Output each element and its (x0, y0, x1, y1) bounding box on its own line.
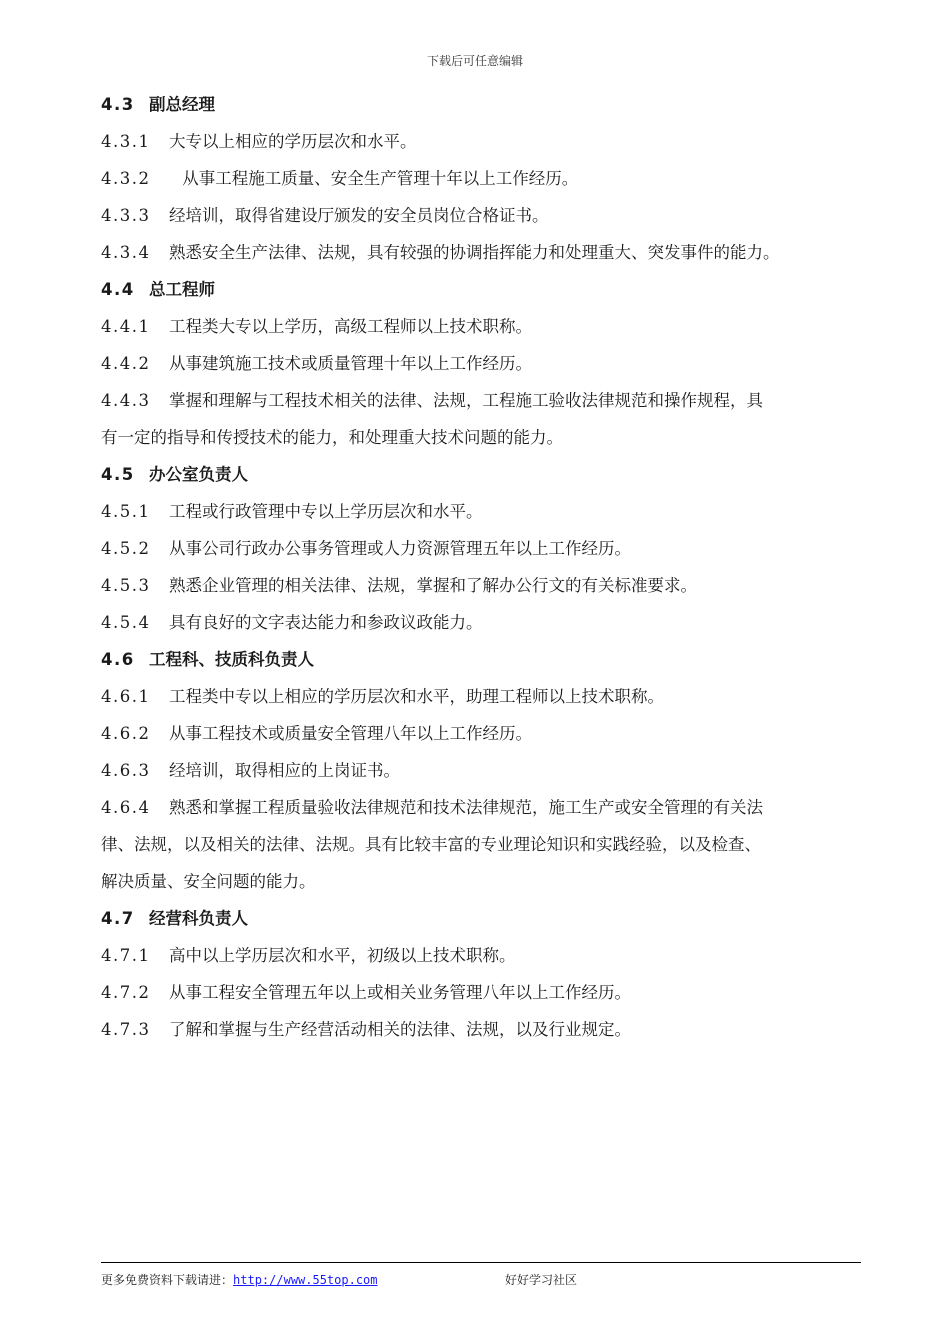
section-number: 4.4 (101, 280, 135, 299)
item-number: 4.3.4 (101, 243, 151, 262)
list-item (101, 1011, 871, 1048)
section-heading-4-5 (101, 456, 871, 493)
list-item (101, 308, 871, 345)
footer-prefix: 更多免费资料下载请进： (101, 1273, 234, 1287)
section-heading-4-6 (101, 641, 871, 678)
item-number: 4.5.1 (101, 502, 151, 521)
item-number: 4.3.1 (101, 132, 151, 151)
item-text: 了解和掌握与生产经营活动相关的法律、法规，以及行业规定。 (169, 1020, 631, 1039)
list-item (101, 974, 871, 1011)
footer-link[interactable]: http://www.55top.com (233, 1273, 378, 1287)
item-number: 4.5.4 (101, 613, 151, 632)
item-text: 大专以上相应的学历层次和水平。 (169, 132, 417, 151)
list-item (101, 493, 871, 530)
item-text: 熟悉企业管理的相关法律、法规，掌握和了解办公行文的有关标准要求。 (169, 576, 697, 595)
item-text: 经培训，取得省建设厅颁发的安全员岗位合格证书。 (169, 206, 549, 225)
item-text: 从事工程施工质量、安全生产管理十年以上工作经历。 (177, 169, 579, 188)
section-heading-4-3 (101, 86, 871, 123)
item-continuation: 律、法规，以及相关的法律、法规。具有比较丰富的专业理论知识和实践经验，以及检查、 (101, 835, 761, 854)
list-item (101, 715, 871, 752)
item-text: 工程类大专以上学历，高级工程师以上技术职称。 (169, 317, 532, 336)
item-text: 掌握和理解与工程技术相关的法律、法规，工程施工验收法律规范和操作规程，具 (169, 391, 763, 410)
list-item (101, 530, 871, 567)
list-item (101, 197, 871, 234)
list-item (101, 123, 871, 160)
list-item (101, 382, 871, 419)
list-item (101, 160, 871, 197)
section-heading-4-7 (101, 900, 871, 937)
item-text: 工程或行政管理中专以上学历层次和水平。 (169, 502, 483, 521)
footer-site-name: 好好学习社区 (505, 1273, 578, 1287)
list-item (101, 234, 871, 271)
list-item (101, 678, 871, 715)
section-title: 办公室负责人 (149, 465, 248, 484)
section-title: 总工程师 (149, 280, 215, 299)
section-heading-4-4 (101, 271, 871, 308)
item-number: 4.5.3 (101, 576, 151, 595)
footer-row (101, 1271, 861, 1288)
list-item (101, 604, 871, 641)
item-number: 4.7.2 (101, 983, 151, 1002)
list-item (101, 345, 871, 382)
item-continuation: 有一定的指导和传授技术的能力，和处理重大技术问题的能力。 (101, 428, 563, 447)
section-number: 4.6 (101, 650, 135, 669)
item-text: 具有良好的文字表达能力和参政议政能力。 (169, 613, 483, 632)
section-number: 4.5 (101, 465, 135, 484)
item-number: 4.4.3 (101, 391, 151, 410)
item-number: 4.6.4 (101, 798, 151, 817)
section-number: 4.7 (101, 909, 135, 928)
item-continuation: 解决质量、安全问题的能力。 (101, 872, 316, 891)
item-number: 4.7.1 (101, 946, 151, 965)
item-number: 4.6.2 (101, 724, 151, 743)
item-number: 4.4.2 (101, 354, 151, 373)
section-number: 4.3 (101, 95, 135, 114)
item-text: 熟悉和掌握工程质量验收法律规范和技术法律规范，施工生产或安全管理的有关法 (169, 798, 763, 817)
item-number: 4.3.2 (101, 169, 151, 188)
section-title: 工程科、技质科负责人 (149, 650, 314, 669)
section-title: 经营科负责人 (149, 909, 248, 928)
item-text: 从事工程安全管理五年以上或相关业务管理八年以上工作经历。 (169, 983, 631, 1002)
item-number: 4.7.3 (101, 1020, 151, 1039)
item-number: 4.6.1 (101, 687, 151, 706)
list-item (101, 789, 871, 826)
item-text: 从事工程技术或质量安全管理八年以上工作经历。 (169, 724, 532, 743)
page-footer (101, 1262, 861, 1287)
item-number: 4.6.3 (101, 761, 151, 780)
item-text: 工程类中专以上相应的学历层次和水平，助理工程师以上技术职称。 (169, 687, 664, 706)
item-number: 4.4.1 (101, 317, 151, 336)
item-text: 高中以上学历层次和水平，初级以上技术职称。 (169, 946, 516, 965)
section-title: 副总经理 (149, 95, 215, 114)
document-body (101, 86, 871, 1048)
page-header: 下载后可任意编辑 (426, 54, 523, 68)
item-text: 经培训，取得相应的上岗证书。 (169, 761, 400, 780)
list-item (101, 752, 871, 789)
item-text: 从事公司行政办公事务管理或人力资源管理五年以上工作经历。 (169, 539, 631, 558)
item-text: 从事建筑施工技术或质量管理十年以上工作经历。 (169, 354, 532, 373)
list-item (101, 567, 871, 604)
list-item (101, 937, 871, 974)
item-number: 4.3.3 (101, 206, 151, 225)
item-number: 4.5.2 (101, 539, 151, 558)
item-text: 熟悉安全生产法律、法规，具有较强的协调指挥能力和处理重大、突发事件的能力。 (169, 243, 780, 262)
